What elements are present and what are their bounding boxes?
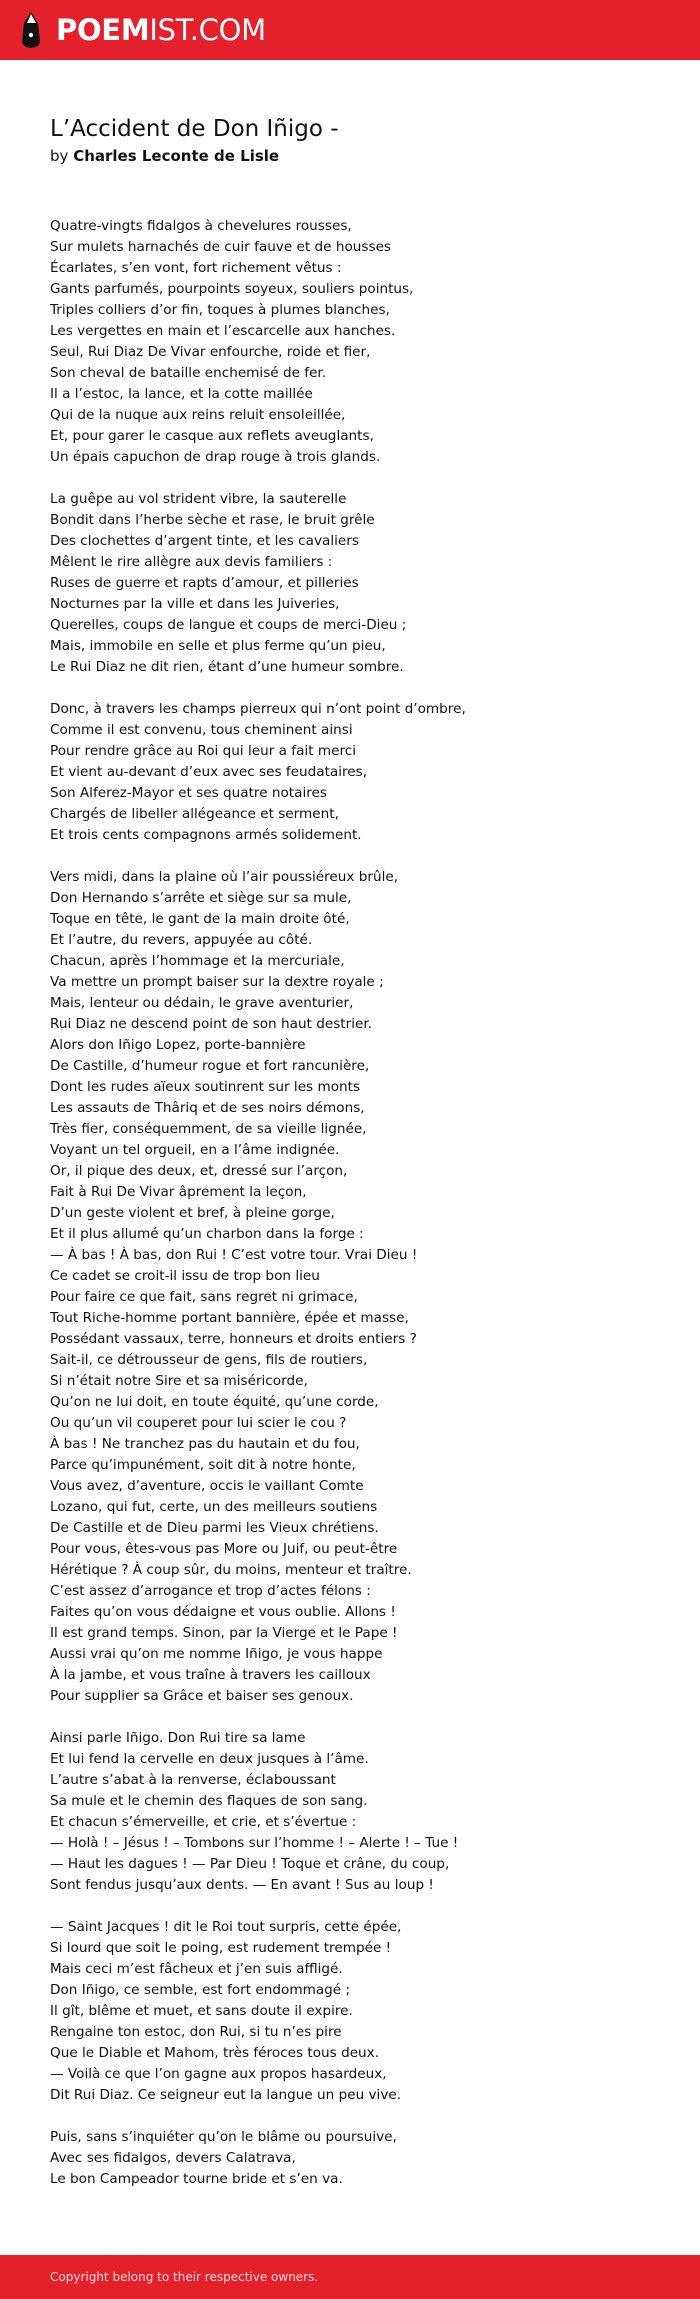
copyright-text: Copyright belong to their respective owners. xyxy=(50,2270,319,2284)
poem-line: Chargés de libeller allégeance et serment, xyxy=(50,806,339,822)
poem-line: Aussi vrai qu’on me nomme Iñigo, je vous happe xyxy=(50,1646,383,1662)
poem-line: Les vergettes en main et l’escarcelle aux hanches. xyxy=(50,323,396,339)
poem-line: Des clochettes d’argent tinte, et les cavaliers xyxy=(50,533,359,549)
poem-line: Et trois cents compagnons armés solidement. xyxy=(50,827,362,843)
poem-line: Rengaine ton estoc, don Rui, si tu n’es pire xyxy=(50,2024,342,2040)
poem-line: Et l’autre, du revers, appuyée au côté. xyxy=(50,932,313,948)
author-link[interactable]: Charles Leconte de Lisle xyxy=(73,147,280,165)
poem-line: Possédant vassaux, terre, honneurs et droits entiers ? xyxy=(50,1331,417,1347)
poem-line: Rui Diaz ne descend point de son haut destrier. xyxy=(50,1016,373,1032)
poem-line: Triples colliers d’or fin, toques à plumes blanches, xyxy=(50,302,390,318)
poem-line: Hérétique ? À coup sûr, du moins, menteur et traître. xyxy=(50,1562,412,1578)
poem-line: Ce cadet se croit-il issu de trop bon lieu xyxy=(50,1268,320,1284)
poem-line: Tout Riche-homme portant bannière, épée et masse, xyxy=(50,1310,409,1326)
poem-line: Si n’était notre Sire et sa miséricorde, xyxy=(50,1373,308,1389)
poem-line: Quatre-vingts fidalgos à chevelures rousses, xyxy=(50,218,352,234)
poem-line: De Castille et de Dieu parmi les Vieux chrétiens. xyxy=(50,1520,379,1536)
top-bar xyxy=(0,0,700,60)
poem-line: Les assauts de Thâriq et de ses noirs démons, xyxy=(50,1100,365,1116)
poem-line: Pour faire ce que fait, sans regret ni grimace, xyxy=(50,1289,358,1305)
poem-line: Qui de la nuque aux reins reluit ensoleillée, xyxy=(50,407,346,423)
poem-line: Mais, immobile en selle et plus ferme qu’un pieu, xyxy=(50,638,386,654)
poem-line: Puis, sans s’inquiéter qu’on le blâme ou poursuive, xyxy=(50,2129,397,2145)
poem-line: Sait-il, ce détrousseur de gens, fils de routiers, xyxy=(50,1352,368,1368)
poem-line: — Saint Jacques ! dit le Roi tout surpris, cette épée, xyxy=(50,1919,402,1935)
poem-line: Qu’on ne lui doit, en toute équité, qu’une corde, xyxy=(50,1394,379,1410)
poem-line: Lozano, qui fut, certe, un des meilleurs soutiens xyxy=(50,1499,378,1515)
poem-line: Si lourd que soit le poing, est rudement trempée ! xyxy=(50,1940,392,1956)
poem-line: Et lui fend la cervelle en deux jusques à l’âme. xyxy=(50,1751,369,1767)
poem-line: Donc, à travers les champs pierreux qui n’ont point d’ombre, xyxy=(50,701,466,717)
stanza xyxy=(50,2127,660,2190)
byline xyxy=(50,146,660,166)
poem-line: Querelles, coups de langue et coups de merci-Dieu ; xyxy=(50,617,407,633)
poem-line: Bondit dans l’herbe sèche et rase, le bruit grêle xyxy=(50,512,375,528)
poem-line: Dont les rudes aïeux soutinrent sur les monts xyxy=(50,1079,361,1095)
logo-bold: POEM xyxy=(56,13,150,47)
poem-line: Gants parfumés, pourpoints soyeux, souliers pointus, xyxy=(50,281,414,297)
poem-line: Parce qu’impunément, soit dit à notre honte, xyxy=(50,1457,356,1473)
poem-line: Son Alferez-Mayor et ses quatre notaires xyxy=(50,785,327,801)
byline-by: by xyxy=(50,147,69,165)
footer xyxy=(0,2255,700,2299)
poem-line: — Holà ! – Jésus ! – Tombons sur l’homme ! – Alerte ! – Tue ! xyxy=(50,1835,459,1851)
poem-line: Fait à Rui De Vivar âprement la leçon, xyxy=(50,1184,307,1200)
poem-line: Voyant un tel orgueil, en a l’âme indignée. xyxy=(50,1142,340,1158)
poem-line: Vous avez, d’aventure, occis le vaillant Comte xyxy=(50,1478,364,1494)
poem-line: Écarlates, s’en vont, fort richement vêtus : xyxy=(50,260,342,276)
poem-line: Ou qu’un vil couperet pour lui scier le cou ? xyxy=(50,1415,347,1431)
poem-line: Seul, Rui Diaz De Vivar enfourche, roide et fier, xyxy=(50,344,371,360)
stanza xyxy=(50,489,660,678)
site-logo[interactable] xyxy=(20,11,266,49)
poem-line: L’autre s’abat à la renverse, éclaboussant xyxy=(50,1772,336,1788)
stanza xyxy=(50,216,660,468)
stanza xyxy=(50,1728,660,1896)
poem-line: Sa mule et le chemin des flaques de son sang. xyxy=(50,1793,368,1809)
poem-body xyxy=(50,216,660,2190)
poem-line: Pour supplier sa Grâce et baiser ses genoux. xyxy=(50,1688,354,1704)
poem-line: Mais, lenteur ou dédain, le grave aventurier, xyxy=(50,995,354,1011)
poem-line: Dit Rui Diaz. Ce seigneur eut la langue un peu vive. xyxy=(50,2087,402,2103)
poem-line: Sur mulets harnachés de cuir fauve et de housses xyxy=(50,239,392,255)
poem-line: Sont fendus jusqu’aux dents. — En avant ! Sus au loup ! xyxy=(50,1877,434,1893)
poem-line: Ainsi parle Iñigo. Don Rui tire sa lame xyxy=(50,1730,306,1746)
poem-line: Faites qu’on vous dédaigne et vous oublie. Allons ! xyxy=(50,1604,396,1620)
poem-line: Avec ses fidalgos, devers Calatrava, xyxy=(50,2150,296,2166)
poem-title: L’Accident de Don Iñigo - xyxy=(50,116,339,142)
poem-line: Nocturnes par la ville et dans les Juiveries, xyxy=(50,596,340,612)
poem-line: Le bon Campeador tourne bride et s’en va. xyxy=(50,2171,343,2187)
poem-line: Et chacun s’émerveille, et crie, et s’évertue : xyxy=(50,1814,357,1830)
poem-line: Chacun, après l’hommage et la mercuriale, xyxy=(50,953,345,969)
site-logo-text xyxy=(56,13,266,47)
pen-nib-icon xyxy=(20,11,42,49)
poem-line: Comme il est convenu, tous cheminent ainsi xyxy=(50,722,353,738)
poem-line: Et il plus allumé qu’un charbon dans la forge : xyxy=(50,1226,364,1242)
poem-line: La guêpe au vol strident vibre, la sauterelle xyxy=(50,491,347,507)
poem-line: D’un geste violent et bref, à pleine gorge, xyxy=(50,1205,335,1221)
poem-line: Vers midi, dans la plaine où l’air poussiéreux brûle, xyxy=(50,869,399,885)
poem-line: Son cheval de bataille enchemisé de fer. xyxy=(50,365,327,381)
poem-line: Don Iñigo, ce semble, est fort endommagé ; xyxy=(50,1982,351,1998)
poem-content xyxy=(0,60,700,2190)
poem-line: Va mettre un prompt baiser sur la dextre royale ; xyxy=(50,974,384,990)
poem-line: Pour vous, êtes-vous pas More ou Juif, ou peut-être xyxy=(50,1541,398,1557)
poem-line: Ruses de guerre et rapts d’amour, et pilleries xyxy=(50,575,359,591)
poem-line: — À bas ! À bas, don Rui ! C’est votre tour. Vrai Dieu ! xyxy=(50,1247,418,1263)
poem-line: Don Hernando s’arrête et siège sur sa mule, xyxy=(50,890,352,906)
stanza xyxy=(50,867,660,1707)
poem-line: De Castille, d’humeur rogue et fort rancunière, xyxy=(50,1058,370,1074)
poem-line: C’est assez d’arrogance et trop d’actes félons : xyxy=(50,1583,371,1599)
poem-line: Mêlent le rire allègre aux devis familiers : xyxy=(50,554,333,570)
poem-line: — Haut les dagues ! — Par Dieu ! Toque et crâne, du coup, xyxy=(50,1856,450,1872)
poem-line: Il a l’estoc, la lance, et la cotte maillée xyxy=(50,386,313,402)
poem-line: Pour rendre grâce au Roi qui leur a fait merci xyxy=(50,743,356,759)
stanza xyxy=(50,699,660,846)
poem-line: À la jambe, et vous traîne à travers les cailloux xyxy=(50,1667,371,1683)
poem-line: Il gît, blême et muet, et sans doute il expire. xyxy=(50,2003,353,2019)
poem-line: Or, il pique des deux, et, dressé sur l’arçon, xyxy=(50,1163,348,1179)
poem-line: Un épais capuchon de drap rouge à trois glands. xyxy=(50,449,381,465)
logo-light: IST.COM xyxy=(149,13,266,47)
poem-line: — Voilà ce que l’on gagne aux propos hasardeux, xyxy=(50,2066,387,2082)
poem-line: À bas ! Ne tranchez pas du hautain et du fou, xyxy=(50,1436,360,1452)
stanza xyxy=(50,1917,660,2106)
poem-line: Le Rui Diaz ne dit rien, étant d’une humeur sombre. xyxy=(50,659,404,675)
poem-line: Mais ceci m’est fâcheux et j’en suis affligé. xyxy=(50,1961,343,1977)
poem-line: Il est grand temps. Sinon, par la Vierge et le Pape ! xyxy=(50,1625,398,1641)
poem-line: Que le Diable et Mahom, très féroces tous deux. xyxy=(50,2045,380,2061)
poem-line: Et, pour garer le casque aux reflets aveuglants, xyxy=(50,428,374,444)
poem-line: Alors don Iñigo Lopez, porte-bannière xyxy=(50,1037,306,1053)
poem-line: Toque en tête, le gant de la main droite ôté, xyxy=(50,911,350,927)
poem-line: Et vient au-devant d’eux avec ses feudataires, xyxy=(50,764,368,780)
poem-line: Très fier, conséquemment, de sa vieille lignée, xyxy=(50,1121,367,1137)
